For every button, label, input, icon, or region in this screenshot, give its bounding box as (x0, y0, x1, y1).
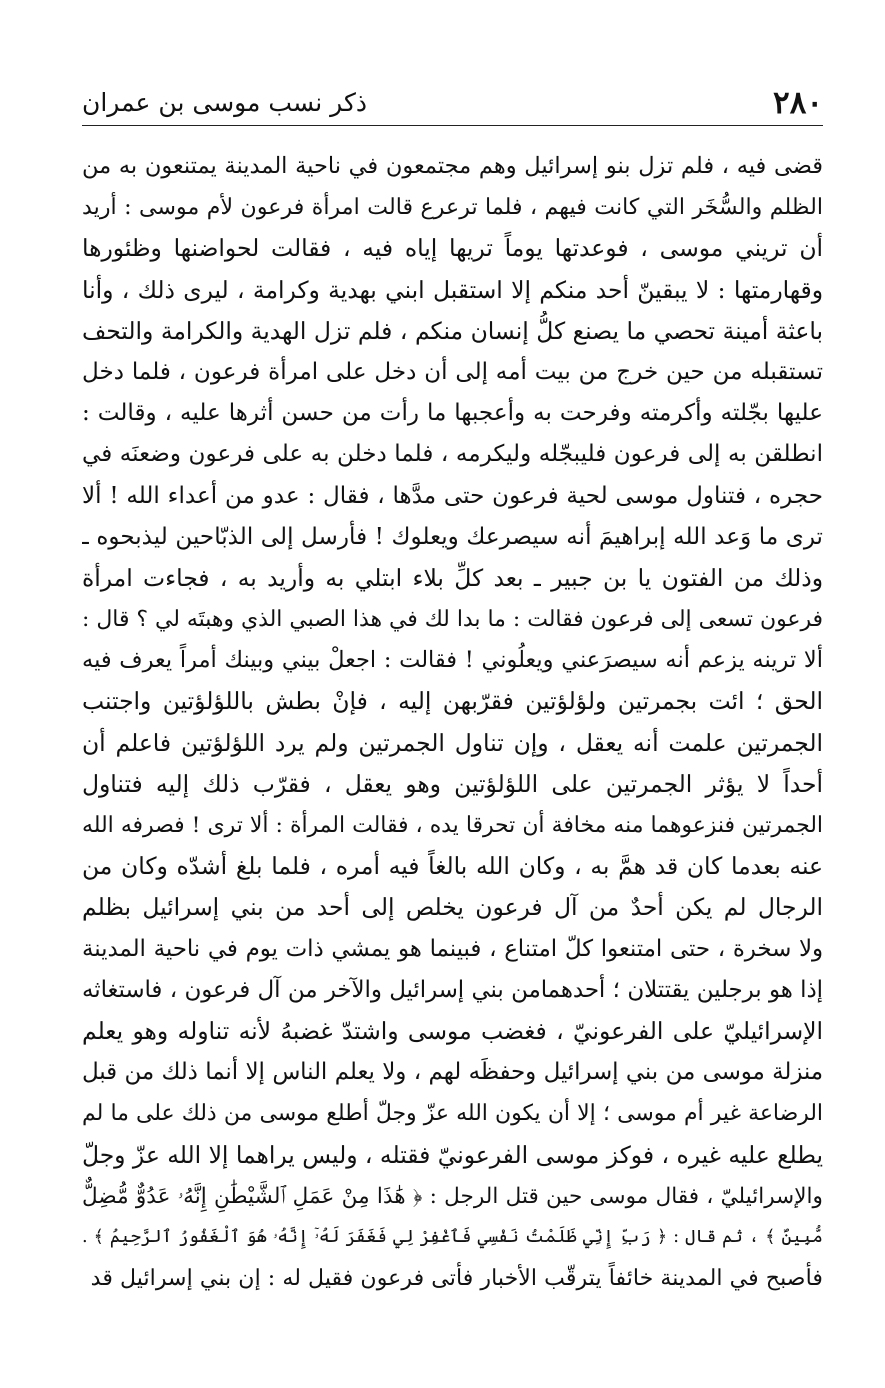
text-line: يطلع عليه غيره ، فوكز موسى الفرعونيّ فقتله ، وليس يراهما إلا الله عزّ وجلّ (82, 1140, 823, 1169)
body-text (82, 146, 823, 1299)
text-line: الإسرائيليّ على الفرعونيّ ، فغضب موسى واشتدّ غضبهُ لأنه تناوله وهو يعلم (82, 1016, 823, 1045)
running-title: ذكر نسب موسى بن عمران (82, 88, 367, 117)
text-line: الرجال لم يكن أحدٌ من آل فرعون يخلص إلى أحد من بني إسرائيل بظلم (82, 893, 823, 922)
page-header (82, 82, 823, 126)
text-line: عنه بعدما كان قد همَّ به ، وكان الله بالغاً فيه أمره ، فلما بلغ أشدّه وكان من (82, 852, 823, 881)
text-line: منزلة موسى من بني إسرائيل وحفظَه لهم ، ولا يعلم الناس إلا أنما ذلك من قبل (82, 1059, 823, 1086)
text-line: ولا سخرة ، حتى امتنعوا كلّ امتناع ، فبينما هو يمشي ذات يوم في ناحية المدينة (82, 935, 823, 962)
text-line: انطلقن به إلى فرعون فليبجّله وليكرمه ، فلما دخلن به على فرعون وضعنَه في (82, 441, 823, 468)
text-line: وذلك من الفتون يا بن جبير ـ بعد كلِّ بلاء ابتلي به وأريد به ، فجاءت امرأة (82, 563, 823, 592)
text-line: ألا ترينه يزعم أنه سيصرَعني ويعلُوني ! فقالت : اجعلْ بيني وبينك أمراً يعرف فيه (82, 647, 823, 674)
text-line: باعثة أمينة تحصي ما يصنع كلُّ إنسان منكم ، فلم تزل الهدية والكرامة والتحف (82, 316, 823, 345)
text-line: فأصبح في المدينة خائفاً يترقّب الأخبار فأتى فرعون فقيل له : إن بني إسرائيل قد (90, 1265, 823, 1292)
text-line: الجمرتين علمت أنه يعقل ، وإن تناول الجمرتين ولم يرد اللؤلؤتين فاعلم أن (82, 728, 823, 757)
text-line: الظلم والسُّخَر التي كانت فيهم ، فلما ترعرع قالت امرأة فرعون لأم موسى : أريد (82, 194, 823, 221)
text-line: الجمرتين فنزعوهما منه مخافة أن تحرقا يده ، فقالت المرأة : ألا ترى ! فصرفه الله (82, 813, 823, 838)
text-line: عليها بجّلته وأكرمته وفرحت به وأعجبها ما رأت من حسن أثرها عليه ، وقالت : (82, 400, 823, 427)
text-line: إذا هو برجلين يقتتلان ؛ أحدهمامن بني إسرائيل والآخر من آل فرعون ، فاستغاثه (82, 976, 823, 1003)
text-line: تستقبله من حين خرج من بيت أمه إلى أن دخل على امرأة فرعون ، فلما دخل (82, 358, 823, 385)
text-line: وقهارمتها : لا يبقينّ أحد منكم إلا استقبل ابني بهدية وكرامة ، ليرى ذلك ، وأنا (82, 275, 823, 304)
text-line: فرعون تسعى إلى فرعون فقالت : ما بدا لك في هذا الصبي الذي وهبتَه لي ؟ قال : (82, 607, 823, 633)
text-line: والإسرائيليّ ، فقال موسى حين قتل الرجل : ﴿ هَٰذَا مِنْ عَمَلِ ٱلشَّيْطَٰنِ إِنَّهُۥ عَدُوٌّ مُّضِلٌّ (82, 1183, 823, 1209)
text-line: أن تريني موسى ، فوعدتها يوماً تريها إياه فيه ، فقالت لحواضنها وظئورها (82, 234, 823, 263)
text-line: مُّبِينٌ ﴾ ، ثم قال : ﴿ رَبِّ إِنِّي ظَلَمْتُ نَفْسِي فَٱغْفِرْ لِي فَغَفَرَ لَهُۥٓ إِنَّهُۥ هُوَ ٱلْغَفُورُ ٱلرَّحِيمُ ﴾ . (82, 1226, 823, 1247)
text-line: الحق ؛ ائت بجمرتين ولؤلؤتين فقرّبهن إليه ، فإنْ بطش باللؤلؤتين واجتنب (82, 687, 823, 716)
text-line: قضى فيه ، فلم تزل بنو إسرائيل وهم مجتمعون في ناحية المدينة يمتنعون به من (82, 153, 823, 179)
text-line: حجره ، فتناول موسى لحية فرعون حتى مدَّها ، فقال : عدو من أعداء الله ! ألا (82, 482, 823, 509)
header-divider (82, 125, 823, 126)
text-line: الرضاعة غير أم موسى ؛ إلا أن يكون الله عزّ وجلّ أطلع موسى من ذلك على ما لم (82, 1101, 823, 1127)
page-number: ٢٨٠ (773, 85, 823, 121)
text-line: ترى ما وَعد الله إبراهيمَ أنه سيصرعك ويعلوك ! فأرسل إلى الذبّاحين ليذبحوه ـ (82, 523, 823, 550)
text-line: أحداً لا يؤثر الجمرتين على اللؤلؤتين وهو يعقل ، فقرّب ذلك إليه فتناول (82, 769, 823, 798)
